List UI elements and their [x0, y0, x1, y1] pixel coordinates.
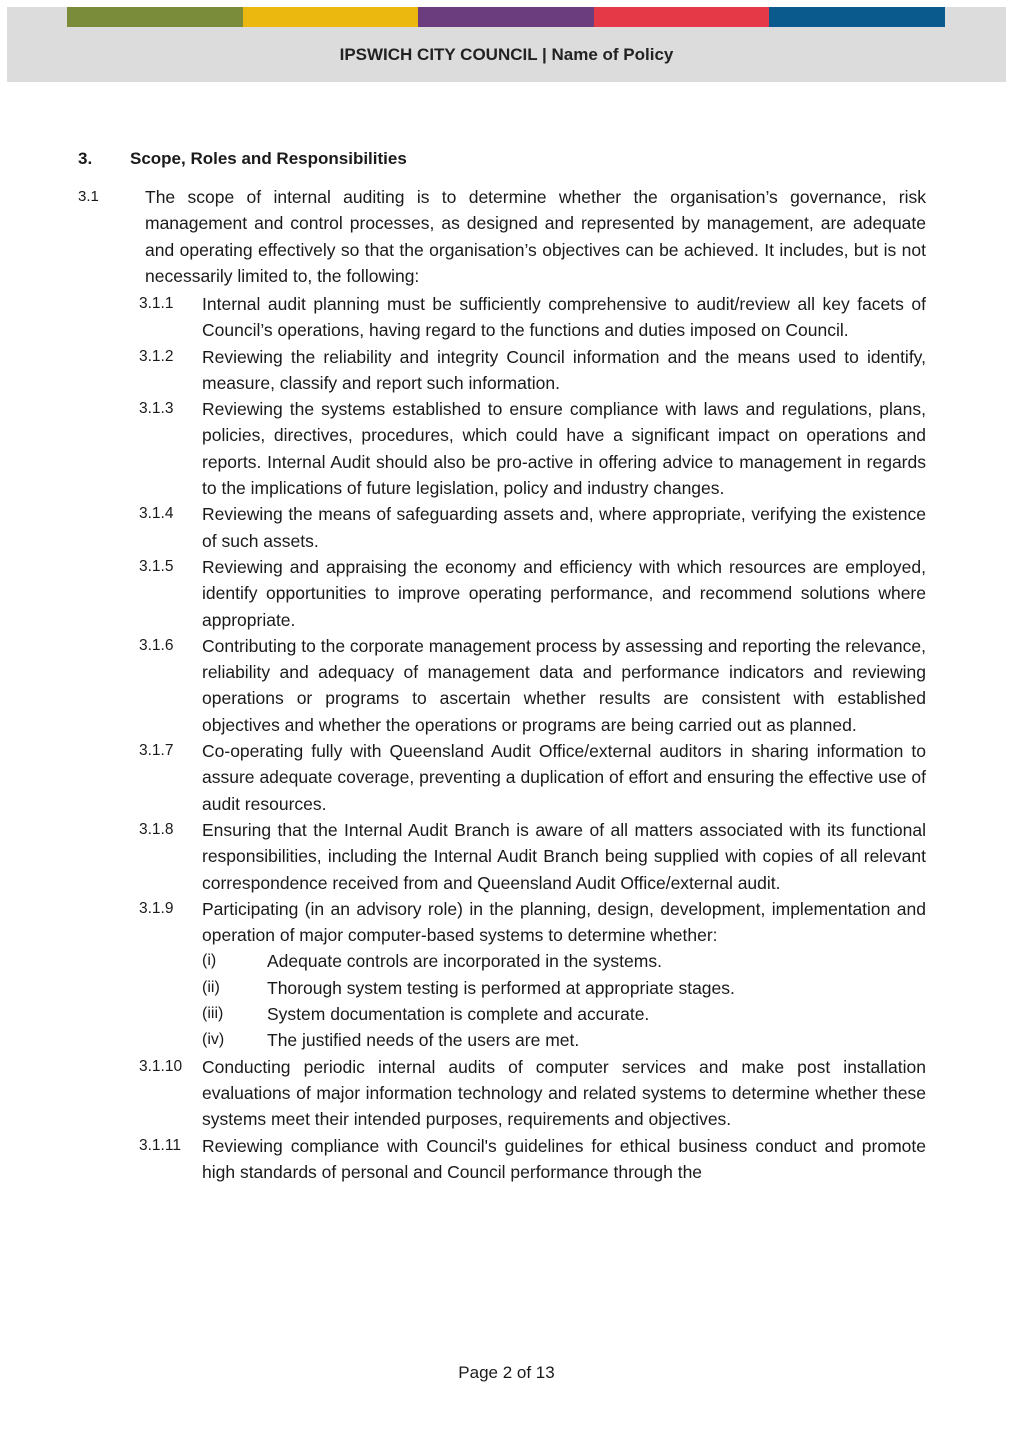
clause-text: Participating (in an advisory role) in the planning, design, development, implementation and operation of major computer-based systems to determine whether: [202, 898, 926, 946]
clause-item [139, 501, 926, 554]
color-bar-segment [594, 7, 770, 27]
intro-paragraph [78, 184, 926, 289]
clause-list [139, 291, 926, 1185]
clause-item [139, 633, 926, 738]
clause-text: Reviewing compliance with Council's guidelines for ethical business conduct and promote high standards of personal and Council performance through the [202, 1135, 926, 1182]
header-title: IPSWICH CITY COUNCIL | Name of Policy [339, 45, 674, 64]
clause-text: Reviewing the means of safeguarding assets and, where appropriate, verifying the existence of such assets. [202, 504, 926, 551]
clause-item [139, 291, 926, 344]
sub-clause-numeral: (i) [202, 952, 217, 970]
clause-text: Contributing to the corporate management process by assessing and reporting the relevance, reliability and adequacy of management data and performance indicators and reviewing operations or programs to ascertain whether results are consistent with established objectives and whether the operations or programs are being carried out as planned. [202, 635, 926, 735]
clause-number: 3.1.4 [139, 505, 174, 523]
clause-item [139, 1054, 926, 1133]
header-color-bar [67, 7, 945, 27]
sub-clause-item [139, 1027, 926, 1053]
section-number: 3. [78, 149, 93, 168]
clause-number: 3.1.11 [139, 1136, 181, 1154]
clause-text: Ensuring that the Internal Audit Branch is aware of all matters associated with its functional responsibilities, including the Internal Audit Branch being supplied with copies of all relevant correspondence received from and Queensland Audit Office/external audit. [202, 819, 926, 893]
sub-clause-numeral: (iii) [202, 1005, 224, 1023]
clause-number: 3.1.3 [139, 400, 174, 418]
section-title: Scope, Roles and Responsibilities [130, 149, 407, 168]
page-number: Page 2 of 13 [458, 1363, 555, 1382]
color-bar-segment [769, 7, 945, 27]
clause-number: 3.1.2 [139, 347, 174, 365]
clause-text: Reviewing the reliability and integrity Council information and the means used to identify, measure, classify and report such information. [202, 346, 926, 393]
clause-item [139, 554, 926, 633]
sub-clause-text: System documentation is complete and accurate. [267, 1004, 650, 1025]
clause-text: Reviewing the systems established to ensure compliance with laws and regulations, plans, policies, directives, procedures, which could have a significant impact on operations and reports. Internal Audit should also be pro-active in offering advice to management in regards to the implications of future legislation, policy and industry changes. [202, 399, 926, 499]
sub-clause-numeral: (iv) [202, 1031, 225, 1049]
sub-clause-numeral: (ii) [202, 978, 220, 996]
clause-item [139, 1133, 926, 1186]
clause-item [139, 396, 926, 501]
clause-text: Reviewing and appraising the economy and efficiency with which resources are employed, identify opportunities to improve operating performance, and recommend solutions where appropriate. [202, 556, 926, 630]
clause-item [139, 817, 926, 896]
clause-number: 3.1.7 [139, 742, 174, 760]
sub-clause-text: The justified needs of the users are met. [267, 1030, 580, 1051]
sub-clause-text: Thorough system testing is performed at appropriate stages. [267, 977, 735, 998]
clause-text: Conducting periodic internal audits of computer services and make post installation evaluations of major information technology and related systems to determine whether these systems meet their intended purposes, requirements and objectives. [202, 1056, 926, 1130]
clause-number: 3.1.5 [139, 557, 174, 575]
color-bar-segment [243, 7, 419, 27]
sub-clause-item [139, 1001, 926, 1027]
clause-number: 3.1.1 [139, 295, 174, 312]
section-heading [78, 149, 407, 169]
page-header [7, 7, 1006, 82]
sub-clause-item [139, 975, 926, 1001]
clause-item [139, 896, 926, 949]
clause-text: Co-operating fully with Queensland Audit Office/external auditors in sharing information to assure adequate coverage, preventing a duplication of effort and ensuring the effective use of audit resources. [202, 741, 926, 814]
clause-text: Internal audit planning must be sufficiently comprehensive to audit/review all key facets of Council’s operations, having regard to the functions and duties imposed on Council. [202, 294, 926, 341]
clause-number: 3.1.8 [139, 820, 174, 838]
paragraph-text: The scope of internal auditing is to determine whether the organisation’s governance, risk management and control processes, as designed and represented by management, are adequate and operating effectively so that the organisation’s objectives can be achieved. It includes, but is not necessarily limited to, the following: [145, 187, 926, 286]
sub-clause-text: Adequate controls are incorporated in the systems. [267, 951, 662, 972]
clause-item [139, 738, 926, 817]
clause-item [139, 344, 926, 397]
paragraph-number: 3.1 [78, 188, 99, 205]
color-bar-segment [67, 7, 243, 27]
color-bar-segment [418, 7, 594, 27]
clause-number: 3.1.9 [139, 899, 174, 917]
clause-number: 3.1.10 [139, 1057, 183, 1075]
clause-number: 3.1.6 [139, 636, 174, 654]
sub-clause-item [139, 948, 926, 974]
